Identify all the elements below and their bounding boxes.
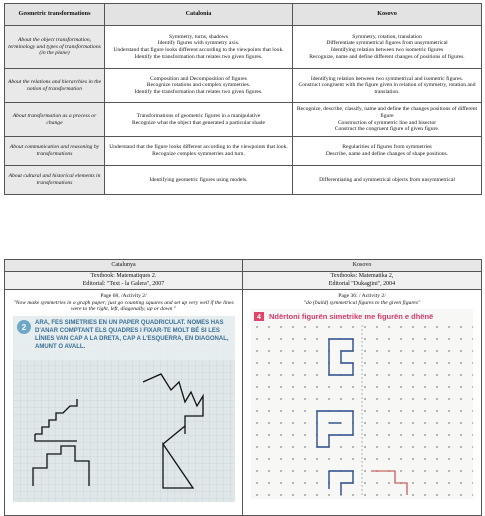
textbook-name: Textbooks: Matematika 2, bbox=[330, 272, 394, 279]
activity-quote: "Now make symmetries in a graph paper; just go counting squares and set up very well if the lines were to the right, left, diagonally, up or down " bbox=[13, 299, 234, 313]
table-row bbox=[5, 26, 482, 69]
activity-number: 2 bbox=[21, 322, 26, 332]
activity-instruction: ARA, FES SIMETRIES EN UN PAPER QUADRICULAT. NOMÉS HAS D'ANAR COMPTANT ELS QUADRES I FIXAR-TE MOLT BÉ SI LES LÍNIES VAN CAP A LA DRETA, CAP A L'ESQUERRA, EN DIAGONAL, AMUNT O AVALL. bbox=[34, 319, 229, 350]
activity-number: 4 bbox=[257, 314, 261, 322]
cell-line: Differentiating and symmetrical objects from unsymmetrical bbox=[319, 176, 455, 183]
header-geometric-transformations: Geometric transformations bbox=[5, 4, 105, 26]
catalonia-cell bbox=[105, 103, 293, 137]
cell-line: Recognize, describe, classify, name and define the changes positions of different figure bbox=[296, 106, 478, 119]
cell-line: Recognize rotations and complex symmetries. bbox=[146, 82, 251, 89]
cell-line: Identify figures with symmetry axis. bbox=[157, 40, 240, 47]
activity-quote: "do (build) symmetrical figures to the given figures" bbox=[303, 299, 421, 306]
catalonia-cell bbox=[105, 166, 293, 195]
table-row bbox=[5, 137, 482, 166]
kosovo-textbook-info bbox=[243, 272, 482, 290]
country-catalunya: Catalunya bbox=[5, 260, 243, 272]
cell-line: Symmetry, turns, shadows bbox=[169, 33, 228, 40]
kosovo-cell bbox=[293, 26, 482, 69]
page-reference: Page 36: / Activity 2/ bbox=[338, 293, 386, 299]
row-topic: About transformation as a process or change bbox=[5, 103, 105, 137]
cell-line: Identify the transformation that relates two given figures. bbox=[134, 88, 263, 95]
page-reference: Page 68, /Activity 2/ bbox=[100, 293, 147, 299]
table-row bbox=[5, 166, 482, 195]
textbook-activity-table bbox=[4, 259, 482, 516]
cell-line: Construct congruent with the figure given in relation of symmetry, rotation and translation. bbox=[298, 82, 476, 95]
catalonia-cell bbox=[105, 69, 293, 103]
kosovo-cell bbox=[293, 166, 482, 195]
table-row bbox=[5, 69, 482, 103]
row-topic: About cultural and historical elements in transformations bbox=[5, 166, 105, 195]
header-kosovo: Kosovo bbox=[293, 4, 482, 26]
activity-instruction: Ndërtoni figurën simetrike me figurën e dhënë bbox=[269, 312, 434, 322]
transformations-comparison-table bbox=[4, 3, 482, 195]
cell-line: Transformations of geometric figures in a manipulative bbox=[136, 112, 261, 119]
header-catalonia: Catalonia bbox=[105, 4, 293, 26]
editorial: Editorial "Dukagjini", 2004 bbox=[328, 280, 396, 287]
cell-line: Recognize what the object that generated a particular shade bbox=[132, 119, 265, 126]
cell-line: Identifying geometric figures using models. bbox=[149, 176, 248, 183]
cell-line: Composition and Decomposition of figures bbox=[150, 75, 247, 82]
row-topic: About the object transformation, terminology and types of transformations (in the plane) bbox=[5, 26, 105, 69]
cell-line: Understand that the figure looks different according to the viewpoints that look. bbox=[109, 144, 288, 151]
cell-line: Construction of symmetric line and bisector bbox=[337, 119, 437, 126]
catalunya-activity-photo bbox=[13, 316, 235, 502]
cell-line: Identifying relation between two isometric figures bbox=[330, 47, 444, 53]
cell-line: Recognize complex symmetries and turn. bbox=[152, 151, 245, 157]
cell-line: Regularities of figures from symmetries bbox=[342, 144, 432, 151]
cell-line: Describe, name and define changes of shape positions. bbox=[325, 151, 449, 157]
cell-line: Construct the congruent figure of given figure. bbox=[334, 126, 440, 133]
textbook-name: Textbook: Matematiques 2. bbox=[90, 272, 157, 279]
catalunya-activity-cell bbox=[5, 290, 243, 516]
cell-line: Understand that figure looks different according to the viewpoints that look. bbox=[113, 47, 284, 53]
row-topic: About communication and reasoning by transformations bbox=[5, 137, 105, 166]
catalonia-cell bbox=[105, 137, 293, 166]
cell-line: Symmetry, rotation, translation bbox=[352, 33, 422, 40]
kosovo-cell bbox=[293, 103, 482, 137]
country-kosovo: Kosovo bbox=[243, 260, 482, 272]
row-topic: About the relations and hierarchies in the notion of transformation bbox=[5, 69, 105, 103]
cell-line: Identifying relation between two symmetrical and isometric figures. bbox=[310, 75, 464, 82]
catalonia-cell bbox=[105, 26, 293, 69]
catalunya-textbook-info bbox=[5, 272, 243, 290]
kosovo-activity-photo bbox=[251, 309, 473, 499]
editorial: Editorial: "Text - la Galera", 2007 bbox=[82, 280, 165, 287]
cell-line: Identify the transformation that relates two given figures. bbox=[134, 53, 263, 60]
kosovo-cell bbox=[293, 69, 482, 103]
kosovo-cell bbox=[293, 137, 482, 166]
cell-line: Differentiate symmetrical figures from unsymmetrical bbox=[326, 40, 448, 47]
kosovo-activity-cell bbox=[243, 290, 482, 516]
table-row bbox=[5, 103, 482, 137]
cell-line: Recognize, name and define different changes of positions of figures. bbox=[309, 53, 465, 60]
